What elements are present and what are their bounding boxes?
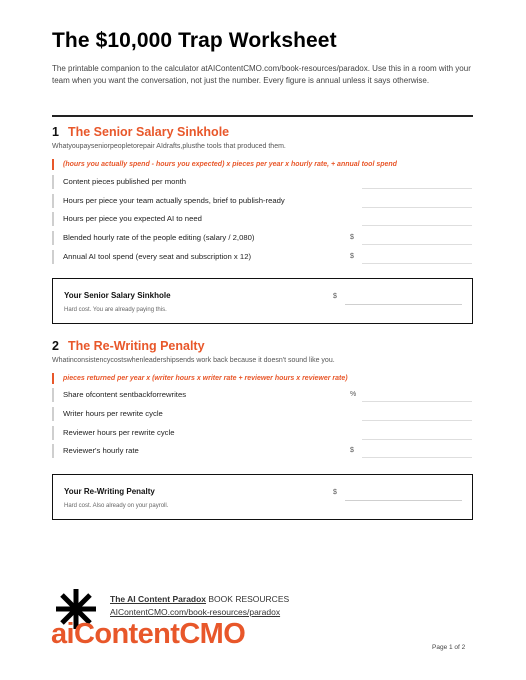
answer-line[interactable] bbox=[362, 439, 472, 440]
row-bar bbox=[52, 231, 54, 245]
section-2-formula: pieces returned per year x (writer hours x writer rate + reviewer hours x reviewer rate) bbox=[52, 373, 348, 384]
row-label: Hours per piece you expected AI to need bbox=[63, 214, 202, 223]
answer-line[interactable] bbox=[362, 188, 472, 189]
section-2-row-3 bbox=[52, 426, 473, 440]
section-1-total-box bbox=[52, 278, 473, 324]
row-bar bbox=[52, 212, 54, 226]
page-title: The $10,000 Trap Worksheet bbox=[52, 29, 337, 52]
answer-line[interactable] bbox=[362, 457, 472, 458]
section-2-row-2 bbox=[52, 407, 473, 421]
row-label: Hours per piece your team actually spends, brief to publish-ready bbox=[63, 196, 285, 205]
total-note: Hard cost. Also already on your payroll. bbox=[64, 503, 169, 509]
total-answer-line[interactable] bbox=[345, 304, 462, 305]
section-2-subtitle: Whatinconsistencycostswhenleadershipsends work back because it doesn't sound like you. bbox=[52, 357, 335, 364]
section-1-row-2 bbox=[52, 194, 473, 208]
row-label: Blended hourly rate of the people editing (salary / 2,080) bbox=[63, 233, 255, 242]
section-1-title: The Senior Salary Sinkhole bbox=[67, 125, 230, 139]
resources-url-link[interactable]: AIContentCMO.com/book-resources/paradox bbox=[110, 607, 281, 617]
row-bar bbox=[52, 444, 54, 458]
answer-line[interactable] bbox=[362, 401, 472, 402]
section-2-heading bbox=[52, 339, 205, 353]
book-resources-line bbox=[110, 594, 289, 604]
total-label: Your Senior Salary Sinkhole bbox=[64, 291, 171, 300]
row-unit: $ bbox=[350, 253, 354, 260]
row-bar bbox=[52, 194, 54, 208]
row-bar bbox=[52, 407, 54, 421]
row-bar bbox=[52, 175, 54, 189]
section-1-row-3 bbox=[52, 212, 473, 226]
total-label: Your Re-Writing Penalty bbox=[64, 487, 155, 496]
section-2-row-1 bbox=[52, 388, 473, 402]
book-resources-label: BOOK RESOURCES bbox=[206, 594, 290, 604]
page-number: Page 1 of 2 bbox=[432, 644, 466, 651]
row-unit: $ bbox=[350, 447, 354, 454]
total-unit: $ bbox=[333, 293, 337, 300]
section-2-row-4 bbox=[52, 444, 473, 458]
answer-line[interactable] bbox=[362, 244, 472, 245]
row-label: Reviewer's hourly rate bbox=[63, 446, 139, 455]
row-label: Writer hours per rewrite cycle bbox=[63, 409, 163, 418]
section-2-number: 2 bbox=[52, 339, 59, 353]
answer-line[interactable] bbox=[362, 225, 472, 226]
row-label: Reviewer hours per rewrite cycle bbox=[63, 428, 175, 437]
section-1-heading bbox=[52, 125, 229, 139]
row-bar bbox=[52, 426, 54, 440]
section-1-row-5 bbox=[52, 250, 473, 264]
answer-line[interactable] bbox=[362, 207, 472, 208]
section-1-number: 1 bbox=[52, 125, 59, 139]
row-unit: $ bbox=[350, 234, 354, 241]
row-bar bbox=[52, 388, 54, 402]
section-1-formula: (hours you actually spend - hours you expected) x pieces per year x hourly rate, + annual tool spend bbox=[52, 159, 397, 170]
row-label: Annual AI tool spend (every seat and subscription x 12) bbox=[63, 252, 252, 261]
row-unit: % bbox=[350, 391, 357, 398]
answer-line[interactable] bbox=[362, 263, 472, 264]
total-unit: $ bbox=[333, 489, 337, 496]
book-title-link[interactable]: The AI Content Paradox bbox=[110, 594, 207, 604]
row-label: Share ofcontent sentbackforrewrites bbox=[63, 390, 187, 399]
header-divider bbox=[52, 115, 473, 117]
section-1-row-4 bbox=[52, 231, 473, 245]
row-label: Content pieces published per month bbox=[63, 177, 187, 186]
total-note: Hard cost. You are already paying this. bbox=[64, 307, 167, 313]
brand-logo-wordmark: aiContentCMO bbox=[51, 618, 246, 650]
section-1-subtitle: Whatyoupayseniorpeopletorepair AIdrafts,plusthe tools that produced them. bbox=[52, 143, 286, 150]
row-bar bbox=[52, 250, 54, 264]
answer-line[interactable] bbox=[362, 420, 472, 421]
intro-paragraph: The printable companion to the calculator atAIContentCMO.com/book-resources/paradox. Use this in a room with your team when you want the conversation, not just the number. Every figure is annual unless it says otherwise. bbox=[52, 64, 471, 85]
section-2-title: The Re-Writing Penalty bbox=[67, 339, 205, 353]
section-1-row-1 bbox=[52, 175, 473, 189]
section-2-total-box bbox=[52, 474, 473, 520]
total-answer-line[interactable] bbox=[345, 500, 462, 501]
